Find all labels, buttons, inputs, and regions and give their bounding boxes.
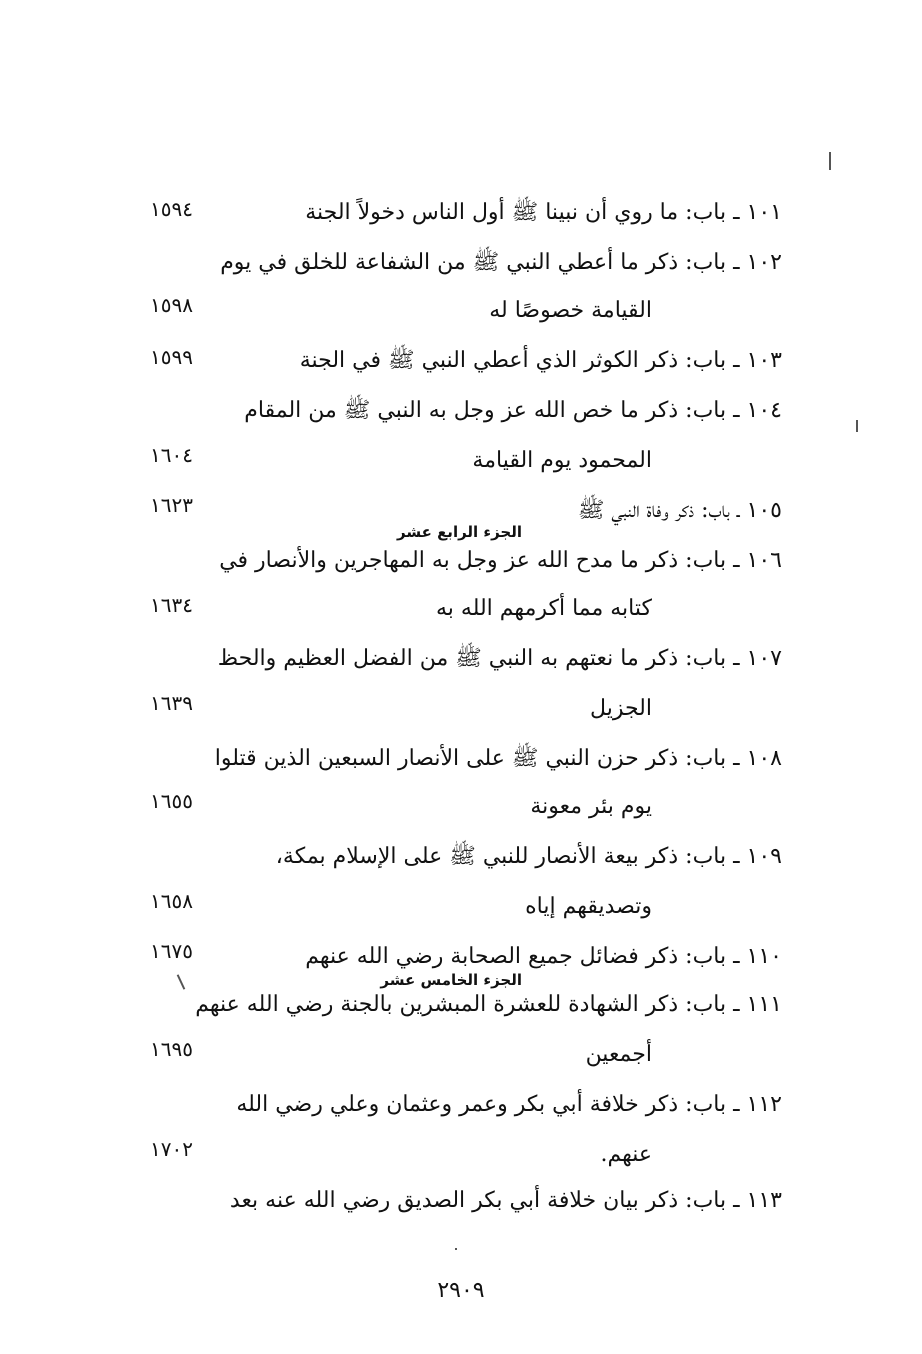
volume-marker: الجزء الخامس عشر <box>380 971 522 989</box>
toc-page-number: ١٥٩٤ <box>150 197 193 221</box>
toc-entry-line: ١١٠ ـ باب: ذكر فضائل جميع الصحابة رضي الله عنهم <box>305 944 782 969</box>
toc-page-number: ١٥٩٩ <box>150 345 193 369</box>
toc-entry-line: ١٠١ ـ باب: ما روي أن نبينا ﷺ أول الناس دخولاً الجنة <box>305 200 782 225</box>
toc-entry-line: ١١٣ ـ باب: ذكر بيان خلافة أبي بكر الصديق رضي الله عنه بعد <box>229 1188 782 1213</box>
toc-entry-line: ١٠٦ ـ باب: ذكر ما مدح الله عز وجل به المهاجرين والأنصار في <box>219 548 782 573</box>
toc-entry-continuation: القيامة خصوصًا له <box>489 298 652 323</box>
toc-page-number: ١٦٣٤ <box>150 593 193 617</box>
scan-speck <box>829 152 831 170</box>
toc-entry-line: ١٠٨ ـ باب: ذكر حزن النبي ﷺ على الأنصار السبعين الذين قتلوا <box>214 746 782 771</box>
toc-page-number: ١٦٧٥ <box>150 939 193 963</box>
toc-page-number: ١٦٢٣ <box>150 493 193 517</box>
toc-page-number: ١٥٩٨ <box>150 293 193 317</box>
toc-entry-continuation: عنهم. <box>600 1142 652 1167</box>
toc-entry-line: ١٠٤ ـ باب: ذكر ما خص الله عز وجل به النبي ﷺ من المقام <box>244 398 782 423</box>
toc-page-number: ١٦٥٥ <box>150 789 193 813</box>
toc-entry-line: ١٠٥ ـ باب: ذكر وفاة النبي ﷺ <box>577 498 782 523</box>
toc-entry-line: ١٠٩ ـ باب: ذكر بيعة الأنصار للنبي ﷺ على الإسلام بمكة، <box>275 844 782 869</box>
toc-entry-line: ١٠٣ ـ باب: ذكر الكوثر الذي أعطي النبي ﷺ في الجنة <box>299 348 782 373</box>
toc-page-number: ١٦٠٤ <box>150 443 193 467</box>
toc-entry-line: ١١٢ ـ باب: ذكر خلافة أبي بكر وعمر وعثمان وعلي رضي الله <box>236 1092 782 1117</box>
scan-speck <box>177 974 186 989</box>
toc-entry-continuation: يوم بئر معونة <box>530 794 652 819</box>
toc-page-number: ١٦٩٥ <box>150 1037 193 1061</box>
scan-speck <box>455 1248 457 1250</box>
toc-entry-continuation: وتصديقهم إياه <box>525 894 652 919</box>
toc-entry-continuation: كتابه مما أكرمهم الله به <box>435 596 652 621</box>
scan-speck <box>856 420 858 432</box>
toc-entry-continuation: الجزيل <box>590 696 652 721</box>
footer-page-number: ٢٩٠٩ <box>437 1278 485 1303</box>
toc-entry-line: ١١١ ـ باب: ذكر الشهادة للعشرة المبشرين بالجنة رضي الله عنهم <box>195 992 782 1017</box>
volume-marker: الجزء الرابع عشر <box>397 523 522 541</box>
toc-entry-continuation: المحمود يوم القيامة <box>472 448 652 473</box>
toc-page-number: ١٦٣٩ <box>150 691 193 715</box>
toc-entry-line: ١٠٧ ـ باب: ذكر ما نعتهم به النبي ﷺ من الفضل العظيم والحظ <box>217 646 782 671</box>
toc-entry-line: ١٠٢ ـ باب: ذكر ما أعطي النبي ﷺ من الشفاعة للخلق في يوم <box>220 250 782 275</box>
toc-entry-continuation: أجمعين <box>585 1042 652 1067</box>
toc-page-number: ١٦٥٨ <box>150 889 193 913</box>
toc-page-number: ١٧٠٢ <box>150 1137 193 1161</box>
